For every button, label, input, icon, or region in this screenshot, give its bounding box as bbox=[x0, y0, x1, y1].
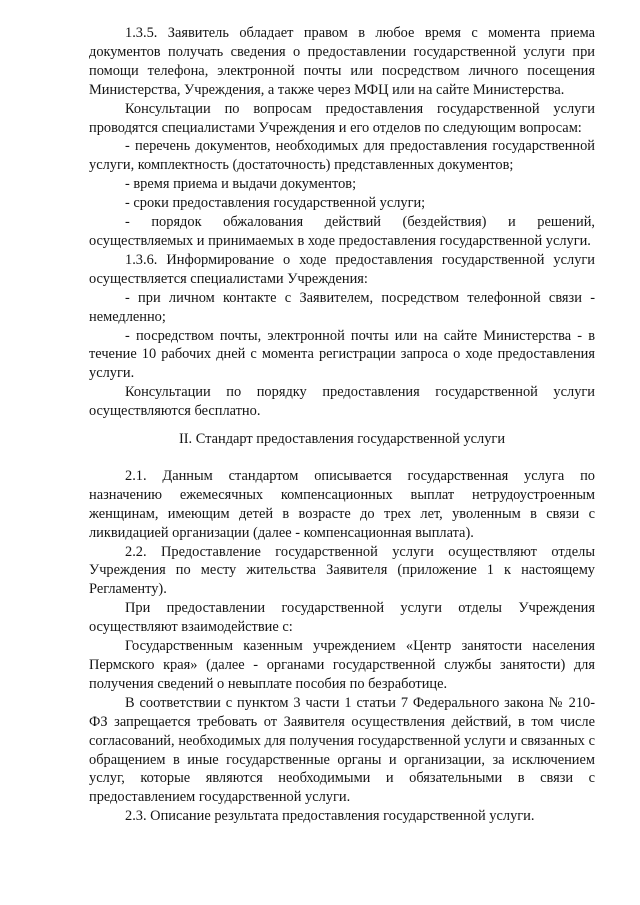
paragraph-employment-center: Государственным казенным учреждением «Центр занятости населения Пермского края» (далее - органами государственной службы занятости) для получения сведений о невыплате пособия по безработице. bbox=[89, 638, 595, 692]
paragraph-federal-law: В соответствии с пунктом 3 части 1 статьи 7 Федерального закона № 210-ФЗ запрещается требовать от Заявителя осуществления действий, в том числе согласований, необходимых для получения государственной услуги и связанных с обращением в иные государственные органы и организации, за исключением услуг, которые являются необходимыми и обязательными в связи с предоставлением государственной услуги. bbox=[89, 694, 595, 806]
paragraph-2-3: 2.3. Описание результата предоставления государственной услуги. bbox=[125, 808, 535, 825]
list-item-appeal-procedure: - порядок обжалования действий (бездействия) и решений, осуществляемых и принимаемых в ходе предоставления государственной услуги. bbox=[89, 214, 595, 249]
paragraph-1-3-5: 1.3.5. Заявитель обладает правом в любое время с момента приема документов получать сведения о предоставлении государственной услуги при помощи телефона, электронной почты или посредством личного посещения Министерства, Учреждения, а также через МФЦ или на сайте Министерства. bbox=[89, 25, 595, 98]
section-heading: II. Стандарт предоставления государственной услуги bbox=[178, 431, 506, 448]
list-item-reception-time: - время приема и выдачи документов; bbox=[125, 176, 357, 193]
paragraph-1-3-6: 1.3.6. Информирование о ходе предоставления государственной услуги осуществляется специалистами Учреждения: bbox=[89, 251, 595, 287]
list-item-document-list: - перечень документов, необходимых для предоставления государственной услуги, комплектность (достаточность) представленных документов; bbox=[89, 138, 595, 174]
list-item-mail-contact: - посредством почты, электронной почты или на сайте Министерства - в течение 10 рабочих дней с момента регистрации запроса о ходе предоставления услуги. bbox=[89, 327, 595, 382]
paragraph-free-consultations: Консультации по порядку предоставления государственной услуги осуществляются бесплатно. bbox=[89, 384, 595, 420]
paragraph-2-1: 2.1. Данным стандартом описывается государственная услуга по назначению ежемесячных компенсационных выплат нетрудоустроенным женщинам, имеющим детей в возрасте до трех лет, уволенным в связи с ликвидацией организации (далее - компенсационная выплата). bbox=[89, 467, 595, 541]
list-item-personal-contact: - при личном контакте с Заявителем, посредством телефонной связи - немедленно; bbox=[89, 289, 595, 325]
paragraph-consultations-topics: Консультации по вопросам предоставления государственной услуги проводятся специалистами Учреждения и его отделов по следующим вопросам: bbox=[89, 100, 595, 136]
paragraph-2-2: 2.2. Предоставление государственной услуги осуществляют отделы Учреждения по месту жительства Заявителя (приложение 1 к настоящему Регламенту). bbox=[89, 543, 595, 598]
paragraph-interaction: При предоставлении государственной услуги отделы Учреждения осуществляют взаимодействие с: bbox=[89, 600, 595, 636]
list-item-service-terms: - сроки предоставления государственной услуги; bbox=[125, 195, 426, 212]
